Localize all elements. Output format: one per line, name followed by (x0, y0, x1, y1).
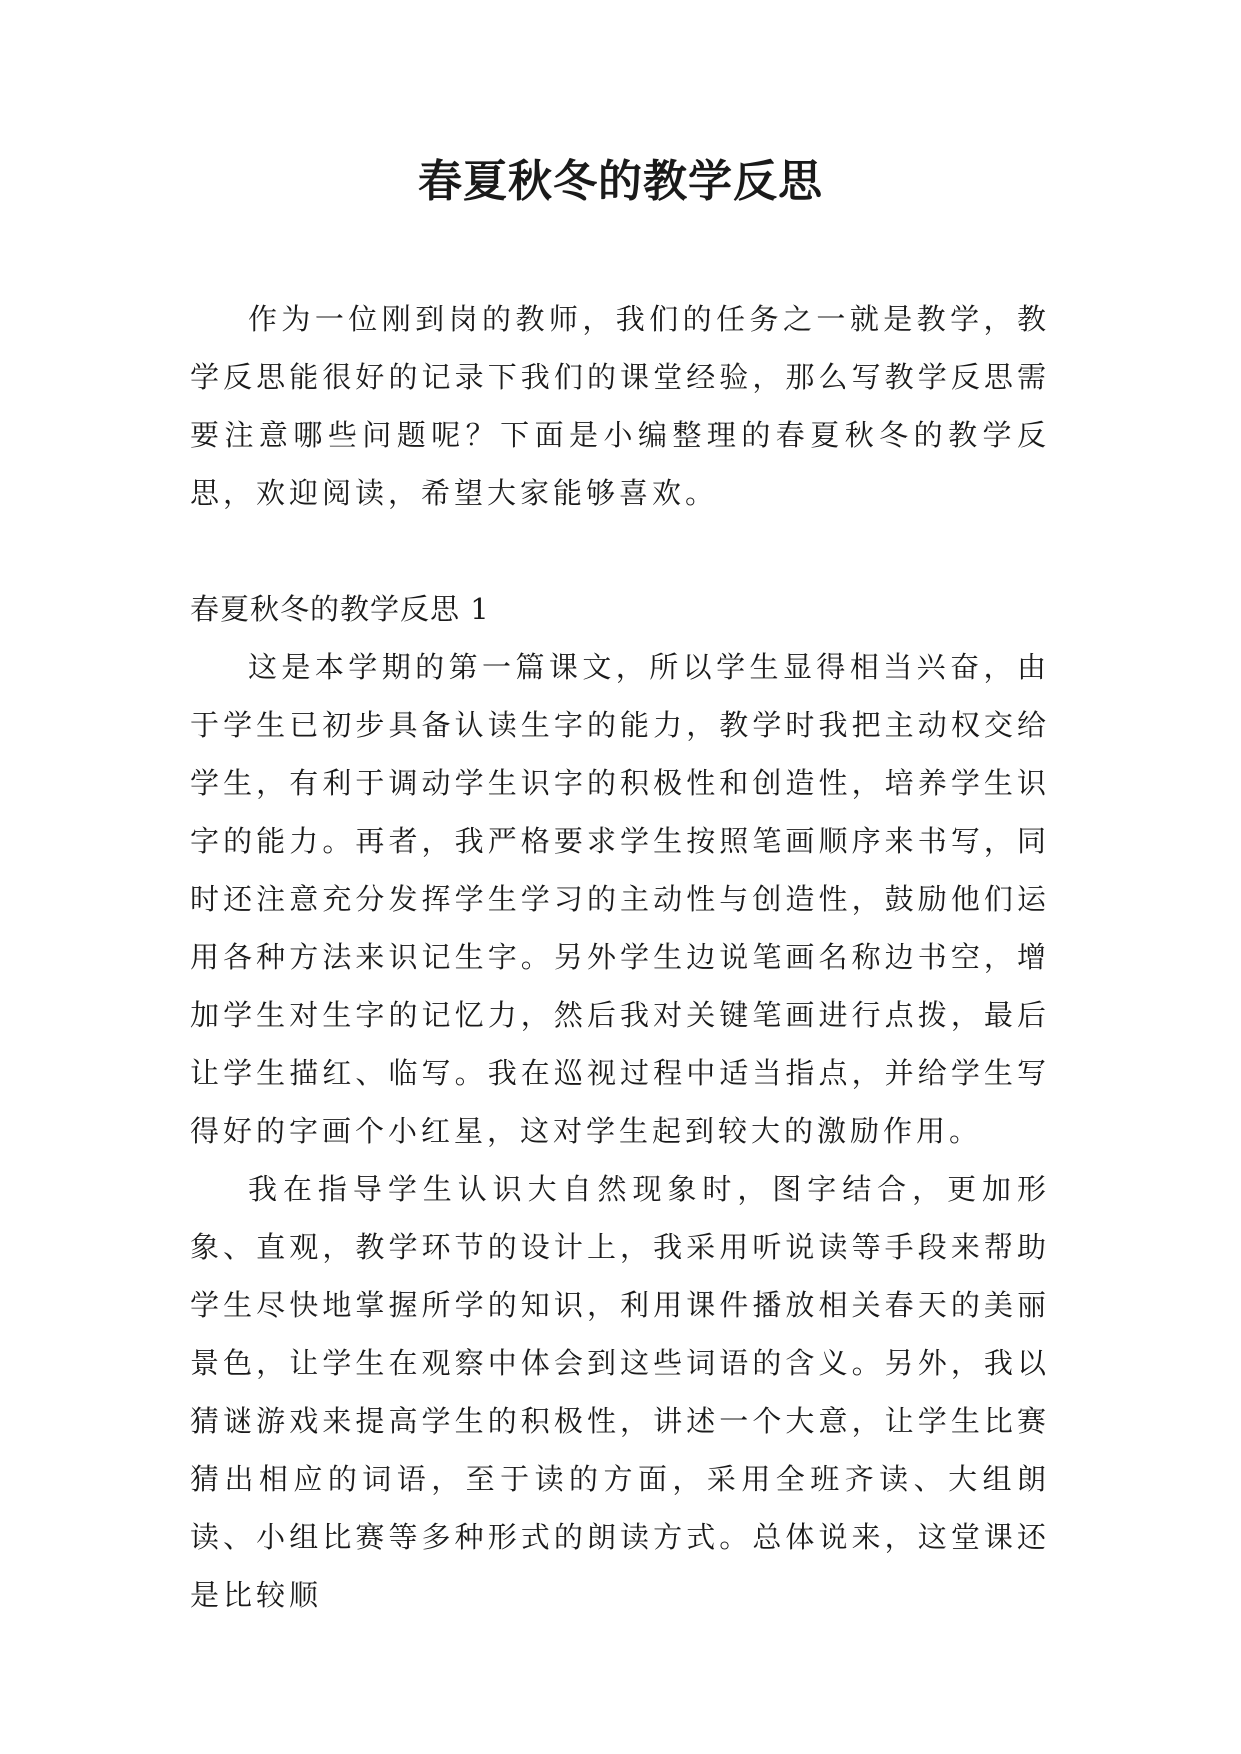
section-heading: 春夏秋冬的教学反思 1 (190, 592, 490, 626)
body-paragraph-2: 我在指导学生认识大自然现象时，图字结合，更加形象、直观，教学环节的设计上，我采用听说读等手段来帮助学生尽快地掌握所学的知识，利用课件播放相关春天的美丽景色，让学生在观察中体会到这些词语的含义。另外，我以猜谜游戏来提高学生的积极性，讲述一个大意，让学生比赛猜出相应的词语，至于读的方面，采用全班齐读、大组朗读、小组比赛等多种形式的朗读方式。总体说来，这堂课还是比较顺 (190, 1172, 1050, 1612)
body-paragraph-1: 这是本学期的第一篇课文，所以学生显得相当兴奋，由于学生已初步具备认读生字的能力，教学时我把主动权交给学生，有利于调动学生识字的积极性和创造性，培养学生识字的能力。再者，我严格要求学生按照笔画顺序来书写，同时还注意充分发挥学生学习的主动性与创造性，鼓励他们运用各种方法来识记生字。另外学生边说笔画名称边书空，增加学生对生字的记忆力，然后我对关键笔画进行点拨，最后让学生描红、临写。我在巡视过程中适当指点，并给学生写得好的字画个小红星，这对学生起到较大的激励作用。 (190, 650, 1050, 1148)
document-title: 春夏秋冬的教学反思 (418, 156, 823, 207)
paragraph-spacer (190, 522, 1050, 580)
document-body (190, 290, 1050, 1624)
intro-paragraph: 作为一位刚到岗的教师，我们的任务之一就是教学，教学反思能很好的记录下我们的课堂经验，那么写教学反思需要注意哪些问题呢？下面是小编整理的春夏秋冬的教学反思，欢迎阅读，希望大家能够喜欢。 (190, 302, 1050, 510)
